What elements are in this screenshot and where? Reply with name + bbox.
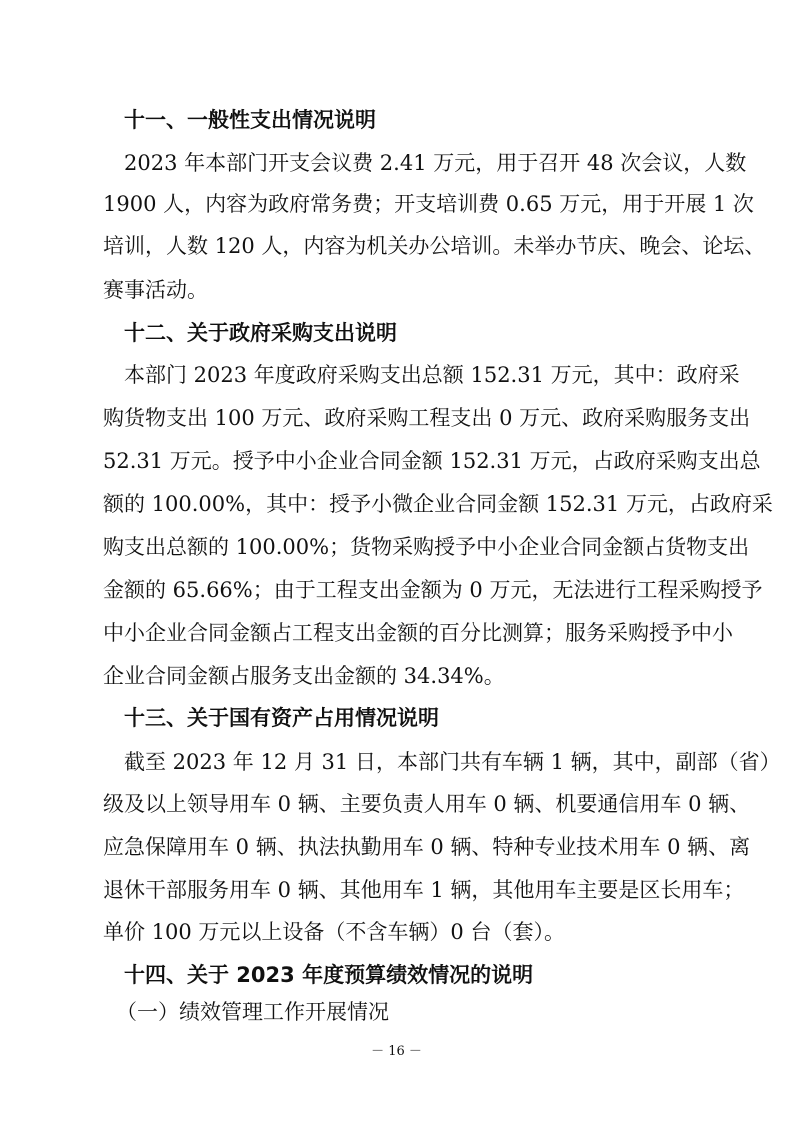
paragraph-line: 截至 2023 年 12 月 31 日，本部门共有车辆 1 辆，其中，副部（省） (124, 750, 781, 774)
paragraph-line: 中小企业合同金额占工程支出金额的百分比测算；服务采购授予中小 (103, 621, 733, 645)
section-13-heading: 十三、关于国有资产占用情况说明 (124, 706, 439, 730)
paragraph-line: 购货物支出 100 万元、政府采购工程支出 0 万元、政府采购服务支出 (103, 406, 751, 430)
paragraph-line: 额的 100.00%，其中：授予小微企业合同金额 152.31 万元，占政府采 (103, 492, 773, 516)
paragraph-line: 赛事活动。 (103, 278, 208, 302)
page-number: － 16 － (371, 1044, 422, 1059)
subsection-heading: （一）绩效管理工作开展情况 (116, 1000, 389, 1024)
paragraph-line: 购支出总额的 100.00%；货物采购授予中小企业合同金额占货物支出 (103, 535, 750, 559)
paragraph-line: 级及以上领导用车 0 辆、主要负责人用车 0 辆、机要通信用车 0 辆、 (103, 792, 751, 816)
paragraph-line: 退休干部服务用车 0 辆、其他用车 1 辆，其他用车主要是区长用车； (103, 878, 745, 902)
paragraph-line: 52.31 万元。授予中小企业合同金额 152.31 万元，占政府采购支出总 (103, 449, 761, 473)
paragraph-line: 1900 人，内容为政府常务费；开支培训费 0.65 万元，用于开展 1 次 (103, 192, 754, 216)
paragraph-line: 培训，人数 120 人，内容为机关办公培训。未举办节庆、晚会、论坛、 (103, 234, 766, 258)
paragraph-line: 本部门 2023 年度政府采购支出总额 152.31 万元，其中：政府采 (124, 363, 740, 387)
paragraph-line: 单价 100 万元以上设备（不含车辆）0 台（套）。 (103, 920, 565, 944)
paragraph-line: 应急保障用车 0 辆、执法执勤用车 0 辆、特种专业技术用车 0 辆、离 (103, 835, 751, 859)
section-11-heading: 十一、一般性支出情况说明 (124, 108, 376, 132)
paragraph-line: 2023 年本部门开支会议费 2.41 万元，用于召开 48 次会议，人数 (124, 151, 747, 175)
paragraph-line: 金额的 65.66%；由于工程支出金额为 0 万元，无法进行工程采购授予 (103, 578, 763, 602)
section-12-heading: 十二、关于政府采购支出说明 (124, 321, 397, 345)
paragraph-line: 企业合同金额占服务支出金额的 34.34%。 (103, 664, 505, 688)
section-14-heading: 十四、关于 2023 年度预算绩效情况的说明 (124, 963, 534, 987)
